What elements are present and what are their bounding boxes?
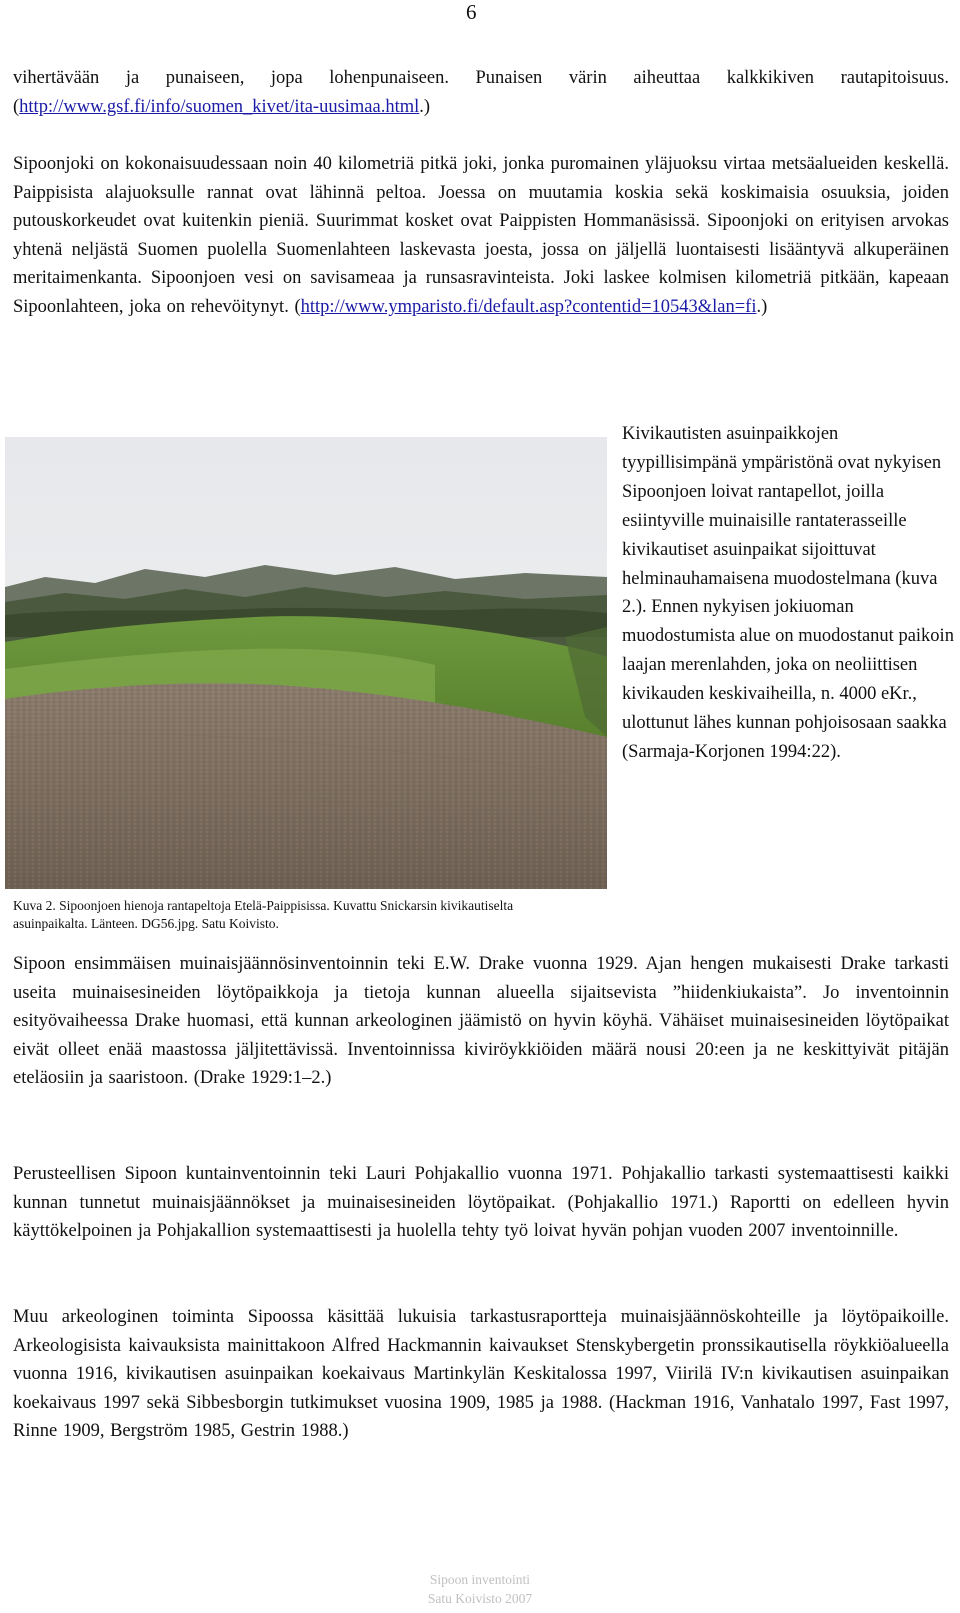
paragraph-drake: Sipoon ensimmäisen muinaisjäännösinventoinnin teki E.W. Drake vuonna 1929. Ajan hengen mukaisesti Drake tarkasti useita muinaisesineiden löytöpaikkoja ja tietoja kunnan alueella sijaitsevista ”hiidenkiukaista”. Jo inventoinnin esityövaiheessa Drake huomasi, että kunnan arkeologinen jäämistö on hyvin köyhä. Vähäiset muinaisesineiden löytöpaikat eivät olleet enää maastossa jäljitettävissä. Inventoinnissa kiviröykkiöiden määrä nousi 20:een ja ne keskittyivät pitäjän eteläosiin ja saaristoon. (Drake 1929:1–2.) — [13, 954, 949, 1089]
paragraph-text: vihertävään ja punaiseen, jopa lohenpunaiseen. Punaisen värin aiheuttaa kalkkikiven rautapitoisuus. ( — [13, 68, 949, 117]
page-number: 6 — [466, 0, 477, 24]
footer-author: Satu Koivisto 2007 — [427, 1591, 533, 1606]
gsf-link[interactable]: http://www.gsf.fi/info/suomen_kivet/ita-uusimaa.html — [19, 96, 420, 117]
ymparisto-link[interactable]: http://www.ymparisto.fi/default.asp?contentid=10543&lan=fi — [300, 296, 757, 317]
footer-title: Sipoon inventointi — [429, 1572, 531, 1587]
side-paragraph-stone-age: Kivikautisten asuinpaikkojen tyypillisimpänä ympäristönä ovat nykyisen Sipoonjoen loivat rantapellot, joilla esiintyville muinaisille rantaterasseille kivikautiset asuinpaikat sijoittuvat helminauhamaisena muodostelmana (kuva 2.). Ennen nykyisen jokiuoman muodostumista alue on muodostanut paikoin laajan merenlahden, joka on neoliittisen kivikauden keskivaiheilla, n. 4000 eKr., ulottunut lähes kunnan pohjoisosaan saakka (Sarmaja-Korjonen 1994:22). — [622, 424, 954, 762]
page-footer — [0, 1570, 960, 1608]
paragraph-text: .) — [756, 296, 768, 317]
paragraph-pohjakallio: Perusteellisen Sipoon kuntainventoinnin teki Lauri Pohjakallio vuonna 1971. Pohjakallio tarkasti systemaattisesti kaikki kunnan tunnetut muinaisjäännökset ja muinaisesineiden löytöpaikat. (Pohjakallio 1971.) Raportti on edelleen hyvin käyttökelpoinen ja Pohjakallion systemaattisesti ja huolella tehty työ loivat hyvän pohjan vuoden 2007 inventoinnille. — [13, 1164, 949, 1242]
figure-caption: Kuva 2. Sipoonjoen hienoja rantapeltoja Etelä-Paippisissa. Kuvattu Snickarsin kivikautiselta asuinpaikalta. Länteen. DG56.jpg. Satu Koivisto. — [13, 898, 514, 931]
landscape-photo — [5, 437, 607, 889]
paragraph-bedrock — [13, 64, 949, 121]
field-landscape-image — [5, 437, 607, 889]
paragraph-other-archaeology: Muu arkeologinen toiminta Sipoossa käsittää lukuisia tarkastusraportteja muinaisjäännöskohteille ja löytöpaikoille. Arkeologisista kaivauksista mainittakoon Alfred Hackmannin kaivaukset Stenskybergetin pronssikautisella röykkiöalueella vuonna 1916, kivikautisen asuinpaikan koekaivaus Martinkylän Keskitalossa 1997, Viirilä IV:n kivikautisen asuinpaikan koekaivaus 1997 sekä Sibbesborgin tutkimukset vuosina 1909, 1985 ja 1988. (Hackman 1916, Vanhatalo 1997, Fast 1997, Rinne 1909, Bergström 1985, Gestrin 1988.) — [13, 1307, 949, 1442]
paragraph-text: .) — [419, 96, 431, 117]
paragraph-sipoonjoki — [13, 150, 949, 322]
paragraph-text: Sipoonjoki on kokonaisuudessaan noin 40 kilometriä pitkä joki, jonka puromainen yläjuoksu virtaa metsäalueiden keskellä. Paippisista alajuoksulle rannat ovat lähinnä peltoa. Joessa on muutamia koskia sekä koskimaisia osuuksia, joiden putouskorkeudet ovat kuitenkin pieniä. Suurimmat kosket ovat Paippisten Hommanäsissä. Sipoonjoki on erityisen arvokas yhtenä neljästä Suomen puolella Suomenlahteen laskevasta joesta, jossa on jäljellä luontaisesti lisääntyvä alkuperäinen meritaimenkanta. Sipoonjoen vesi on savisameaa ja runsasravinteista. Joki laskee kolmisen kilometriä pitkään, kapeaan Sipoonlahteen, joka on rehevöitynyt. ( — [13, 154, 949, 317]
